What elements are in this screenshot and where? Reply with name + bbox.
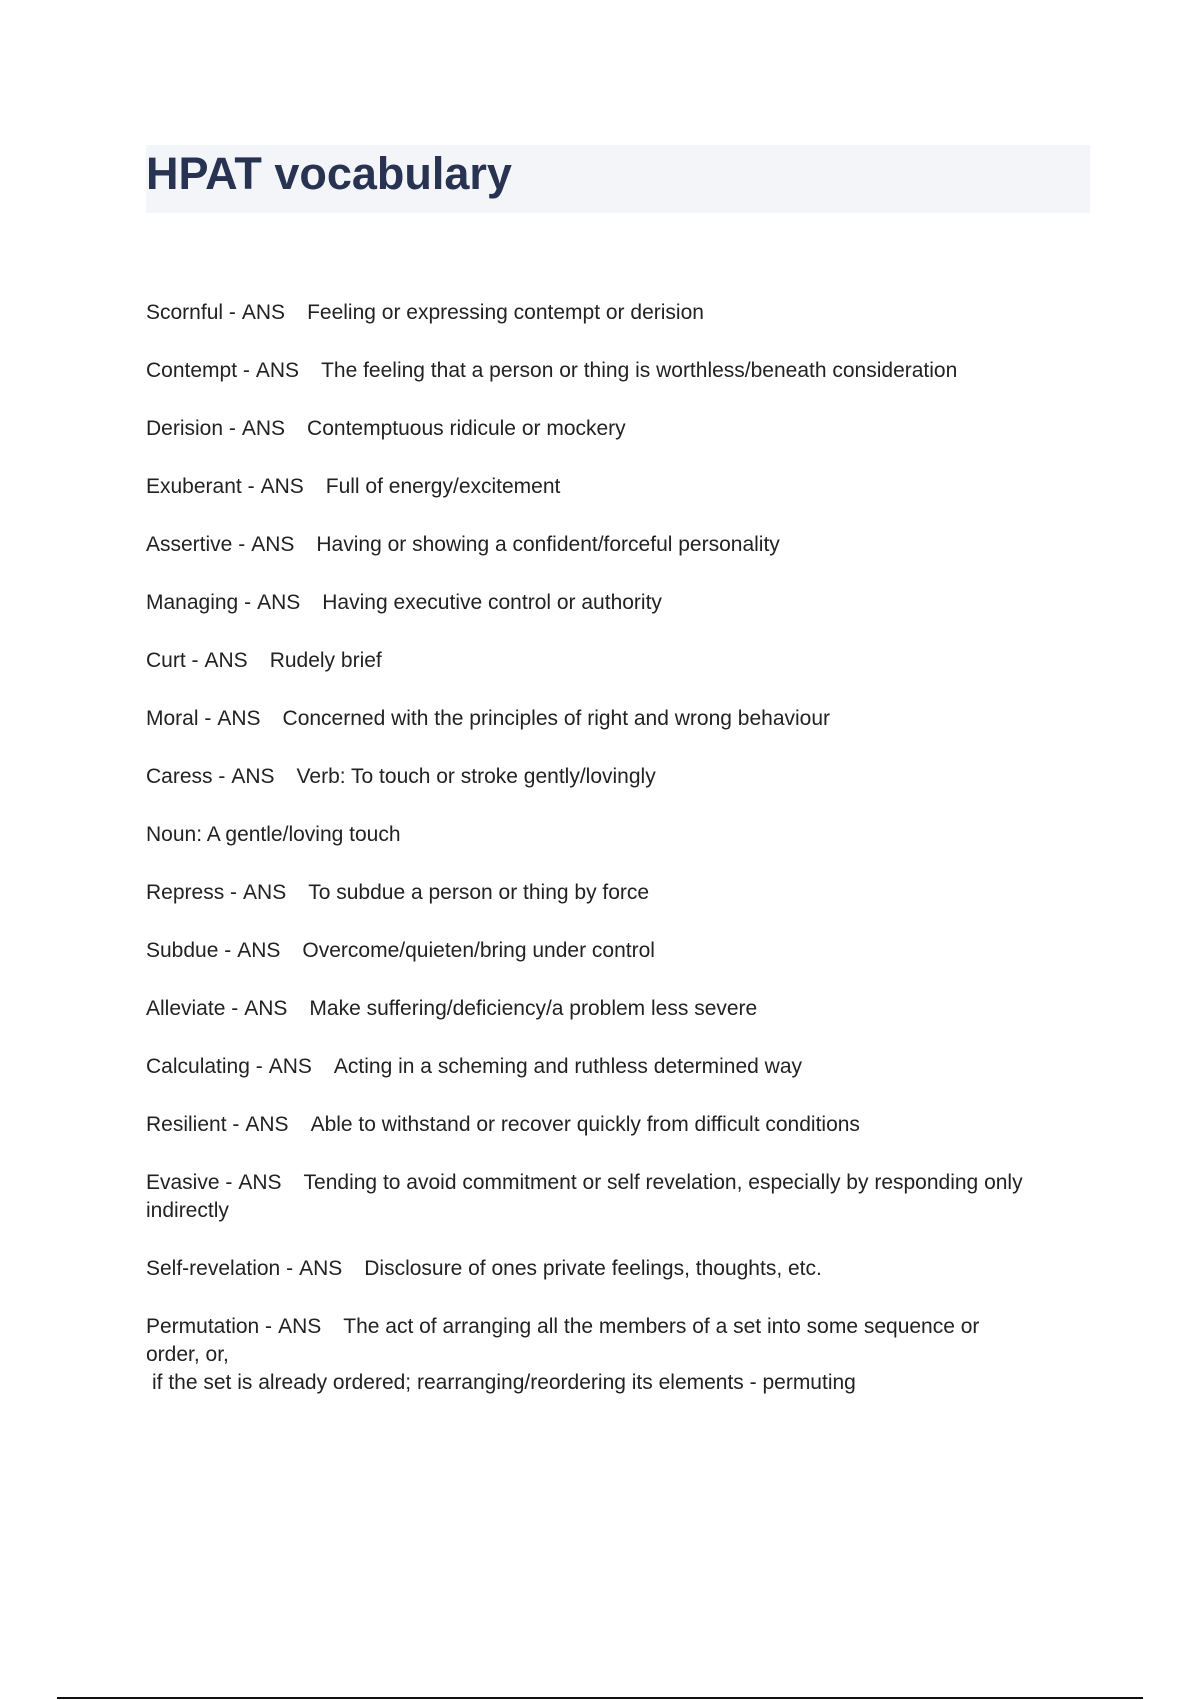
entry-definition: Overcome/quieten/bring under control bbox=[302, 939, 655, 962]
entry-ans: ANS bbox=[268, 1055, 312, 1078]
entry-ans: ANS bbox=[244, 997, 288, 1020]
footer-rule bbox=[57, 1697, 1143, 1699]
vocab-entry-permutation bbox=[146, 1313, 1090, 1397]
document-title: HPAT vocabulary bbox=[146, 148, 512, 199]
entry-term: Calculating - bbox=[146, 1055, 263, 1078]
entry-ans: ANS bbox=[299, 1257, 343, 1280]
entry-definition: To subdue a person or thing by force bbox=[308, 881, 650, 904]
entry-term: Repress - bbox=[146, 881, 238, 904]
entry-definition: Verb: To touch or stroke gently/lovingly bbox=[296, 765, 656, 788]
entry-ans: ANS bbox=[251, 533, 295, 556]
entry-ans: ANS bbox=[257, 591, 301, 614]
entry-ans: ANS bbox=[231, 765, 275, 788]
entry-definition: Feeling or expressing contempt or derision bbox=[307, 301, 704, 324]
vocab-entry-scornful bbox=[146, 299, 1090, 327]
entry-ans: ANS bbox=[238, 1171, 282, 1194]
vocab-entry-self-revelation bbox=[146, 1255, 1090, 1283]
vocab-entry-calculating bbox=[146, 1053, 1090, 1081]
entry-definition: Concerned with the principles of right and wrong behaviour bbox=[282, 707, 831, 730]
vocab-entry-managing bbox=[146, 589, 1090, 617]
entry-definition: Having or showing a confident/forceful personality bbox=[316, 533, 780, 556]
entry-ans: ANS bbox=[204, 649, 248, 672]
vocab-entry-repress bbox=[146, 879, 1090, 907]
entry-term: Managing - bbox=[146, 591, 252, 614]
vocab-entry-caress-noun bbox=[146, 821, 1090, 849]
vocab-entry-subdue bbox=[146, 937, 1090, 965]
entry-term: Exuberant - bbox=[146, 475, 255, 498]
entry-ans: ANS bbox=[241, 301, 286, 324]
vocab-entry-moral bbox=[146, 705, 1090, 733]
entry-definition: Having executive control or authority bbox=[322, 591, 662, 614]
entry-definition: The act of arranging all the members of a set into some sequence or bbox=[343, 1315, 980, 1338]
vocabulary-list bbox=[146, 299, 1090, 1427]
entry-ans: ANS bbox=[278, 1315, 322, 1338]
entry-definition: Tending to avoid commitment or self revelation, especially by responding only bbox=[303, 1171, 1023, 1194]
entry-ans: ANS bbox=[217, 707, 261, 730]
entry-continuation-2: if the set is already ordered; rearranging/reordering its elements - permuting bbox=[152, 1371, 856, 1394]
entry-term: Self-revelation - bbox=[146, 1257, 294, 1280]
vocab-entry-curt bbox=[146, 647, 1090, 675]
vocab-entry-caress bbox=[146, 763, 1090, 791]
entry-continuation: indirectly bbox=[146, 1199, 229, 1222]
entry-term: Subdue - bbox=[146, 939, 232, 962]
entry-ans: ANS bbox=[237, 939, 281, 962]
entry-term: Alleviate - bbox=[146, 997, 239, 1020]
vocab-entry-derision bbox=[146, 415, 1090, 443]
vocab-entry-evasive bbox=[146, 1169, 1090, 1225]
entry-term: Permutation - bbox=[146, 1315, 273, 1338]
entry-term: Caress - bbox=[146, 765, 226, 788]
entry-line: Noun: A gentle/loving touch bbox=[146, 823, 401, 846]
entry-term: Moral - bbox=[146, 707, 212, 730]
entry-ans: ANS bbox=[260, 475, 304, 498]
entry-term: Curt - bbox=[146, 649, 199, 672]
entry-term: Assertive - bbox=[146, 533, 246, 556]
entry-continuation: order, or, bbox=[146, 1343, 229, 1366]
vocab-entry-contempt bbox=[146, 357, 1090, 385]
entry-ans: ANS bbox=[255, 359, 300, 382]
entry-term: Resilient - bbox=[146, 1113, 240, 1136]
vocab-entry-exuberant bbox=[146, 473, 1090, 501]
vocab-entry-assertive bbox=[146, 531, 1090, 559]
entry-definition: Acting in a scheming and ruthless determined way bbox=[333, 1055, 803, 1078]
entry-definition: Contemptuous ridicule or mockery bbox=[307, 417, 626, 440]
entry-definition: Rudely brief bbox=[269, 649, 382, 672]
vocab-entry-alleviate bbox=[146, 995, 1090, 1023]
entry-definition: Able to withstand or recover quickly from difficult conditions bbox=[310, 1113, 860, 1136]
entry-definition: Full of energy/excitement bbox=[325, 475, 561, 498]
entry-term: Evasive - bbox=[146, 1171, 233, 1194]
entry-ans: ANS bbox=[243, 881, 287, 904]
entry-term: Contempt - bbox=[146, 359, 250, 382]
entry-definition: The feeling that a person or thing is worthless/beneath consideration bbox=[321, 359, 958, 382]
entry-definition: Make suffering/deficiency/a problem less severe bbox=[309, 997, 758, 1020]
entry-term: Scornful - bbox=[146, 301, 236, 324]
entry-definition: Disclosure of ones private feelings, thoughts, etc. bbox=[364, 1257, 822, 1280]
entry-ans: ANS bbox=[245, 1113, 289, 1136]
vocab-entry-resilient bbox=[146, 1111, 1090, 1139]
entry-term: Derision - bbox=[146, 417, 236, 440]
entry-ans: ANS bbox=[241, 417, 286, 440]
